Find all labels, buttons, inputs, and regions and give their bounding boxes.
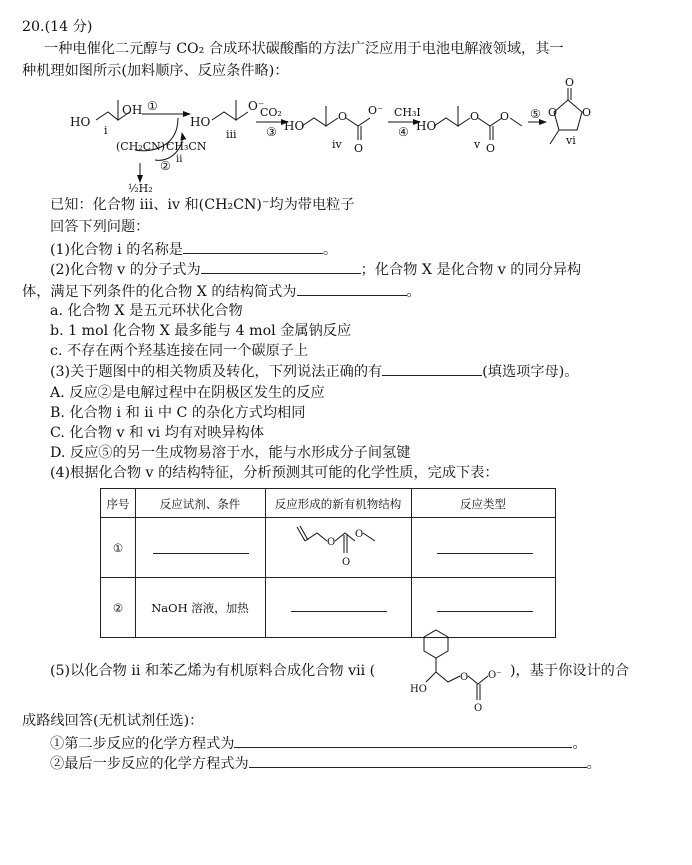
option-a: A. 反应②是电解过程中在阴极区发生的反应 — [50, 385, 325, 401]
row2-structure-blank[interactable] — [291, 611, 387, 612]
q5-text-c: 成路线回答(无机试剂任选)： — [22, 713, 204, 729]
svg-text:O: O — [327, 537, 336, 548]
q5-last-end: 。 — [586, 756, 601, 772]
q4-text: (4)根据化合物 v 的结构特征，分析预测其可能的化学性质，完成下表： — [50, 465, 499, 481]
label-o-iv: O — [338, 110, 348, 123]
q1-line — [50, 240, 337, 259]
q2-blank-formula[interactable] — [201, 260, 361, 274]
label-o-right-vi: O — [582, 106, 592, 119]
label-ii: ii — [176, 154, 183, 165]
label-iii: iii — [226, 128, 237, 141]
intro-line-1: 一种电催化二元醇与 CO₂ 合成环状碳酸酯的方法广泛应用于电池电解液领域，其一 — [44, 41, 564, 57]
reagent-ch3i: CH₃I — [394, 106, 421, 119]
q5-last-text: ②最后一步反应的化学方程式为 — [50, 756, 249, 772]
row1-reagent-blank[interactable] — [153, 553, 249, 554]
svg-text:O: O — [342, 557, 351, 568]
intro-line-2: 种机理如图所示(加料顺序、反应条件略)： — [22, 63, 289, 79]
q2-end: 。 — [406, 284, 421, 300]
q1-end: 。 — [322, 242, 338, 258]
property-table — [100, 488, 556, 638]
label-ho-i: HO — [70, 115, 91, 129]
q5-step2-text: ①第二步反应的化学方程式为 — [50, 736, 235, 752]
label-ho-iii: HO — [190, 115, 211, 129]
label-o-carbonyl-iv: O — [354, 142, 364, 155]
label-ho-v: HO — [416, 119, 437, 133]
cond-a: a. 化合物 X 是五元环状化合物 — [50, 303, 243, 319]
known-line: 已知：化合物 iii、iv 和(CH₂CN)⁻均为带电粒子 — [50, 197, 355, 213]
step-2: ② — [160, 159, 171, 173]
q5-text-a: (5)以化合物 ii 和苯乙烯为有机原料合成化合物 vii ( — [50, 663, 376, 679]
q2-line-2 — [22, 282, 421, 301]
label-ch2cn-minus: (CH₂CN)⁻ — [116, 140, 171, 153]
question-number: 20.(14 分) — [22, 19, 93, 35]
step-1: ① — [147, 99, 158, 113]
header-type: 反应类型 — [460, 497, 506, 511]
label-vi: vi — [566, 134, 576, 147]
label-o-top-vi: O — [565, 78, 575, 89]
q2-text-a: (2)化合物 v 的分子式为 — [50, 262, 201, 278]
row2-no: ② — [112, 601, 124, 615]
q5-last-line — [50, 754, 601, 773]
q3-blank[interactable] — [382, 362, 482, 376]
compound-vii-structure — [410, 626, 510, 714]
option-d: D. 反应⑤的另一生成物易溶于水，能与水形成分子间氢键 — [50, 445, 411, 461]
q5-step2-blank[interactable] — [234, 734, 572, 748]
reagent-co2: CO₂ — [260, 106, 282, 119]
q2-text-c: 体，满足下列条件的化合物 X 的结构简式为 — [22, 284, 297, 300]
q1-text: (1)化合物 i 的名称是 — [50, 242, 183, 258]
reaction-scheme — [0, 78, 692, 196]
q5-last-blank[interactable] — [249, 754, 587, 768]
step-5: ⑤ — [530, 107, 541, 121]
row2-type-blank[interactable] — [437, 611, 533, 612]
label-i: i — [104, 124, 108, 137]
label-half-h2: ½H₂ — [128, 182, 153, 195]
label-ch3cn: CH₃CN — [166, 140, 207, 153]
step-4: ④ — [398, 125, 409, 139]
q5-text-b: )，基于你设计的合 — [510, 663, 630, 679]
row2-reagent: NaOH 溶液，加热 — [151, 601, 249, 615]
vii-ho: HO — [410, 684, 427, 695]
header-structure: 反应形成的新有机物结构 — [274, 497, 402, 511]
label-o-minus-iv: O⁻ — [368, 104, 383, 117]
label-o-minus-iii: O⁻ — [248, 99, 265, 113]
q2-text-b: ；化合物 X 是化合物 v 的同分异构 — [360, 262, 582, 278]
vii-o-carbonyl: O — [474, 703, 483, 714]
row1-no: ① — [112, 541, 124, 555]
q3-line — [50, 362, 578, 381]
q1-blank[interactable] — [183, 240, 323, 254]
label-o-left-vi: O — [548, 106, 558, 119]
answer-intro: 回答下列问题： — [50, 219, 150, 235]
option-b: B. 化合物 i 和 ii 中 C 的杂化方式均相同 — [50, 405, 306, 421]
vii-o-minus: O⁻ — [488, 670, 502, 681]
svg-text:O: O — [355, 529, 364, 540]
cond-b: b. 1 mol 化合物 X 最多能与 4 mol 金属钠反应 — [50, 323, 352, 339]
label-o-carbonyl-v: O — [486, 142, 496, 155]
label-ho-iv: HO — [284, 119, 305, 133]
header-no: 序号 — [106, 497, 130, 511]
label-iv: iv — [332, 138, 342, 151]
cond-c: c. 不存在两个羟基连接在同一个碳原子上 — [50, 343, 309, 359]
label-o-v: O — [470, 110, 480, 123]
q5-step2-line — [50, 734, 587, 753]
q2-line — [50, 260, 581, 279]
q2-blank-structure[interactable] — [297, 282, 407, 296]
option-c: C. 化合物 v 和 vi 均有对映异构体 — [50, 425, 265, 441]
label-o2-v: O — [500, 110, 510, 123]
row1-type-blank[interactable] — [437, 553, 533, 554]
label-v: v — [474, 138, 481, 151]
label-oh-i: OH — [122, 103, 143, 117]
q5-step2-end: 。 — [572, 736, 587, 752]
header-reagent: 反应试剂、条件 — [159, 497, 241, 511]
q3-end: (填选项字母)。 — [482, 364, 579, 380]
step-3: ③ — [266, 125, 277, 139]
row1-structure — [291, 521, 391, 575]
q3-text: (3)关于题图中的相关物质及转化，下列说法正确的有 — [50, 364, 383, 380]
vii-o: O — [460, 672, 469, 683]
